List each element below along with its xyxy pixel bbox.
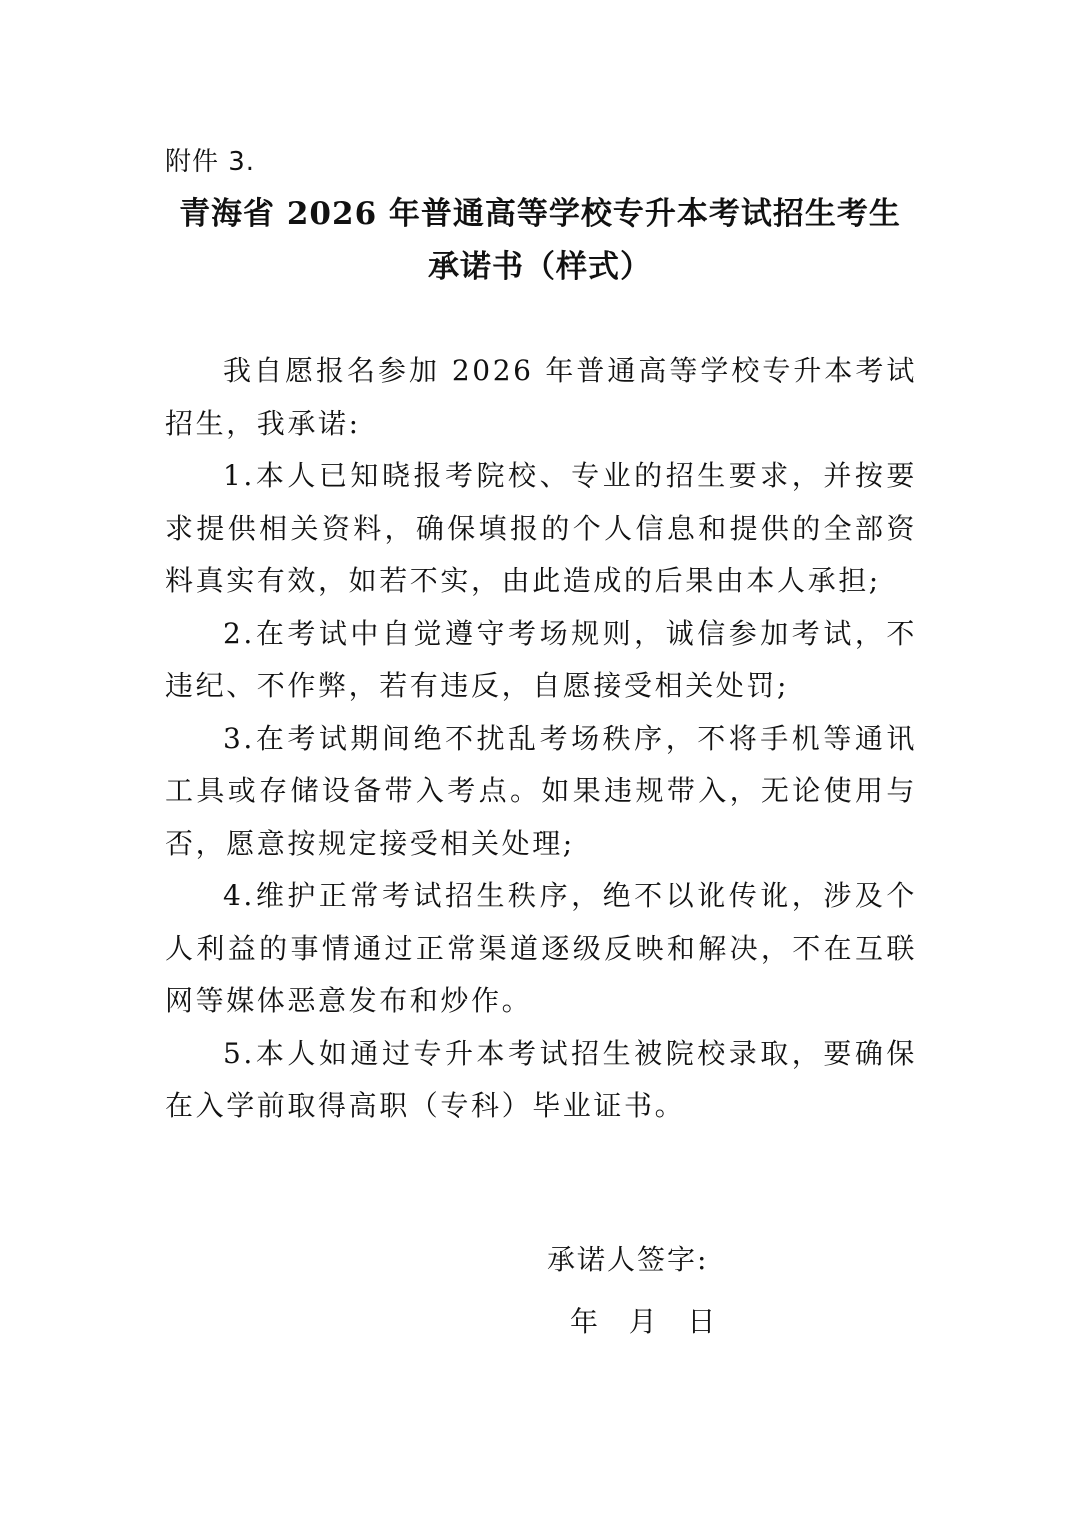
signature-date-line: 年 月 日 bbox=[570, 1305, 717, 1338]
pledge-item-4: 4.维护正常考试招生秩序，绝不以讹传讹，涉及个人利益的事情通过正常渠道逐级反映和解决，不在互联网等媒体恶意发布和炒作。 bbox=[165, 879, 917, 1017]
signature-label: 承诺人签字: bbox=[547, 1243, 709, 1276]
pledge-item-2: 2.在考试中自觉遵守考场规则，诚信参加考试，不违纪、不作弊，若有违反，自愿接受相关处罚; bbox=[165, 616, 917, 702]
attachment-label: 附件 3. bbox=[165, 147, 256, 177]
pledge-item-1: 1.本人已知晓报考院校、专业的招生要求，并按要求提供相关资料，确保填报的个人信息和提供的全部资料真实有效，如若不实，由此造成的后果由本人承担; bbox=[165, 459, 917, 597]
pledge-item-3: 3.在考试期间绝不扰乱考场秩序，不将手机等通讯工具或存储设备带入考点。如果违规带入，无论使用与否，愿意按规定接受相关处理; bbox=[165, 721, 917, 860]
document-title-line-1: 青海省 2026 年普通高等学校专升本考试招生考生 bbox=[179, 196, 901, 232]
pledge-body bbox=[165, 345, 917, 1133]
pledge-intro: 我自愿报名参加 2026 年普通高等学校专升本考试招生，我承诺: bbox=[165, 354, 917, 440]
document-title-line-2: 承诺书（样式） bbox=[428, 249, 652, 285]
pledge-item-5: 5.本人如通过专升本考试招生被院校录取，要确保在入学前取得高职（专科）毕业证书。 bbox=[165, 1036, 917, 1122]
